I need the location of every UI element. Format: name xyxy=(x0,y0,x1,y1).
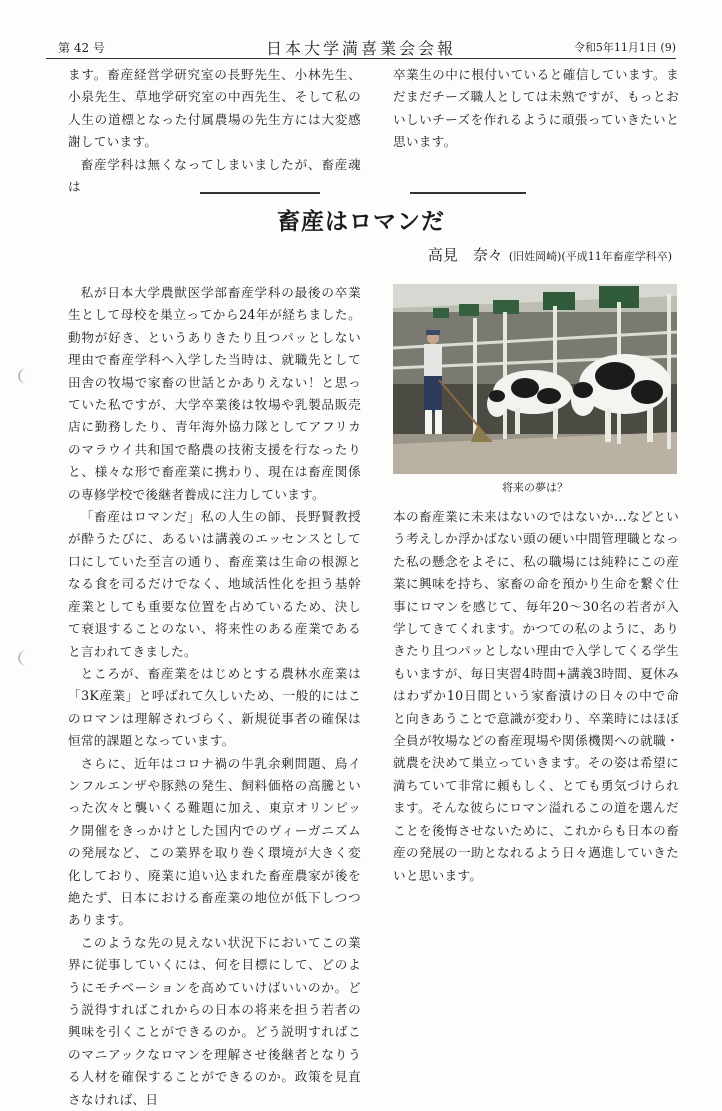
barn-photo xyxy=(393,284,677,474)
photo-caption: 将来の夢は？ xyxy=(502,481,568,494)
date-page: 令和5年11月1日 (9) xyxy=(573,41,676,54)
paragraph: 「畜産はロマンだ」私の人生の師、長野賢教授が酔うたびに、あるいは講義のエッセンスとして口にしていた至言の通り、畜産業は生命の根源となる食を司るだけでなく、地域活性化を担う基幹産業としても重要な位置を占めているため、決して衰退することのない、将来性のある産業であると言われてきました。 xyxy=(68,509,361,659)
paragraph: ところが、畜産業をはじめとする農林水産業は「3K産業」と呼ばれて久しいため、一般的にはこのロマンは理解されづらく、新規従事者の確保は恒常的課題となっています。 xyxy=(68,665,361,749)
paragraph: 卒業生の中に根付いていると確信しています。まだまだチーズ職人としては未熟ですが、もっとおいしいチーズを作れるように頑張っていきたいと思います。 xyxy=(393,67,679,150)
prev-article-left-column xyxy=(68,64,361,198)
issue-number: 第 42 号 xyxy=(58,41,105,55)
author-name: 高見 奈々 xyxy=(427,246,503,264)
binder-hole-mark xyxy=(18,650,36,666)
article-title: 畜産はロマンだ xyxy=(277,208,445,235)
paragraph: 私が日本大学農獣医学部畜産学科の最後の卒業生として母校を巣立ってから24年が経ちました。動物が好き、というありきたり且つパッとしない理由で畜産学科へ入学した当時は、就職先として田舎の牧場で家畜の世話とかありえない！と思っていた私ですが、大学卒業後は牧場や乳製品販売店に勤務したり、青年海外協力隊としてアフリカのマラウイ共和国で酪農の技術支援を行なったりと、様々な形で畜産業に携わり、現在は畜産関係の専修学校で後継者養成に注力しています。 xyxy=(68,285,361,502)
article-right-column xyxy=(393,506,679,887)
newsletter-title: 日本大学満喜業会会報 xyxy=(265,39,456,58)
binder-hole-mark xyxy=(18,368,36,384)
header-rule xyxy=(46,58,676,59)
paragraph: さらに、近年はコロナ禍の牛乳余剰問題、鳥インフルエンザや豚熱の発生、飼料価格の高騰といった次々と襲いくる難題に加え、東京オリンピック開催をきっかけとした国内でのヴィーガニズムの発展など、この業界を取り巻く環境が大きく変化しており、廃業に追い込まれた畜産農家が後を絶たず、日本における畜産業の地位が低下しつつあります。 xyxy=(68,755,361,928)
paragraph: ます。畜産経営学研究室の長野先生、小林先生、小泉先生、草地学研究室の中西先生、そして私の人生の道標となった付属農場の先生方には大変感謝しています。 xyxy=(68,67,361,150)
paragraph: このような先の見えない状況下においてこの業界に従事していくには、何を目標にして、どのようにモチベーションを高めていけばいいのか。どう説得すればこれからの日本の将来を担う若者の興味を引くことができるのか。どう説明すればこのマニアックなロマンを理解させ後継者となりうる人材を確保することができるのか。政策を見直さなければ、日 xyxy=(68,934,361,1107)
byline xyxy=(428,244,672,265)
article-left-column xyxy=(68,282,361,1111)
page-header xyxy=(46,34,676,56)
paragraph: 本の畜産業に未来はないのではないか…などという考えしか浮かばない頭の硬い中間管理職となった私の懸念をよそに、私の職場には純粋にこの産業に興味を持ち、家畜の命を預かり生命を繋ぐ仕事にロマンを感じて、毎年20～30名の若者が入学してきてくれます。かつての私のように、ありきたり且つパッとしない理由で入学してくる学生もいますが、毎日実習4時間+講義3時間、夏休みはわずか10日間という家畜漬けの日々の中で命と向きあうことで意識が変わり、卒業時にはほぼ全員が牧場などの畜産現場や関係機関への就職・就農を決めて巣立っていきます。その姿は希望に満ちていて非常に頼もしく、とても勇気づけられます。そんな彼らにロマン溢れるこの道を選んだことを後悔させないために、これからも日本の畜産の発展の一助となれるよう日々邁進していきたいと思います。 xyxy=(393,509,679,883)
title-rule-left xyxy=(200,192,320,194)
paragraph: 畜産学科は無くなってしまいましたが、畜産魂は xyxy=(68,156,361,195)
author-note: (旧姓岡崎)(平成11年畜産学科卒) xyxy=(508,250,672,263)
title-rule-right xyxy=(410,192,526,194)
prev-article-right-column xyxy=(393,64,679,154)
